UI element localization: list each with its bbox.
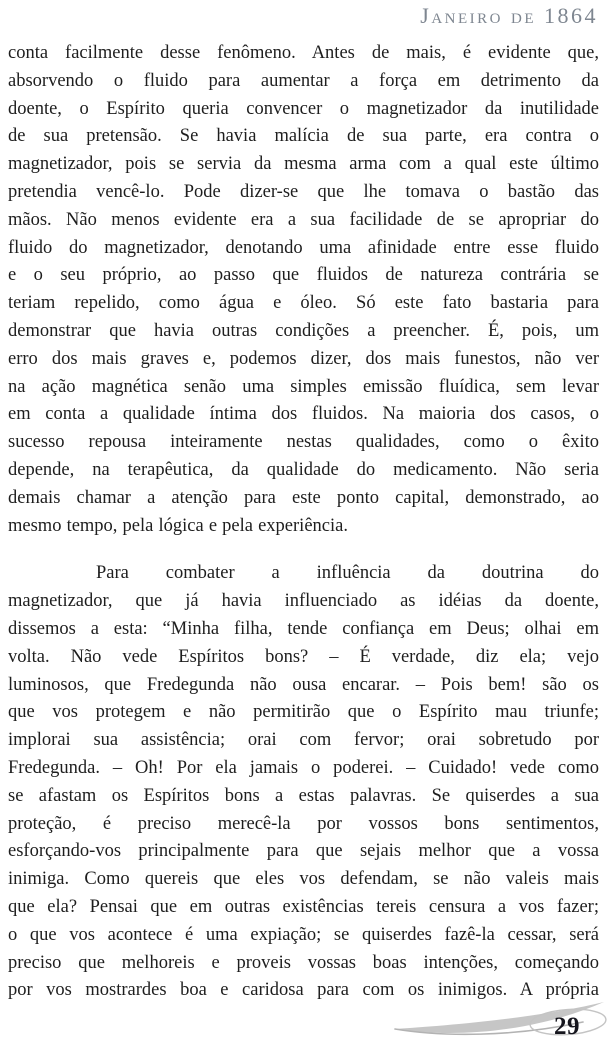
text-line: preciso que melhoreis e proveis vossas boas intenções, começando [8, 952, 599, 973]
text-line: teriam repelido, como água e óleo. Só este fato bastaria para [8, 293, 599, 314]
text-line: se afastam os Espíritos bons a estas palavras. Se quiserdes a sua [8, 785, 599, 806]
text-line: mãos. Não menos evidente era a sua facilidade de se apropriar do [8, 209, 599, 230]
text-line: por vos mostrardes boa e caridosa para com os inimigos. A própria [8, 980, 599, 1001]
text-line: demais chamar a atenção para este ponto capital, demonstrado, ao [8, 487, 599, 508]
text-line: dissemos a esta: “Minha filha, tende confiança em Deus; olhai em [8, 618, 599, 639]
text-line: e o seu próprio, ao passo que fluidos de natureza contrária se [8, 265, 599, 286]
text-line: proteção, é preciso merecê-la por vossos bons sentimentos, [8, 813, 599, 834]
text-line: magnetizador, que já havia influenciado as idéias da doente, [8, 591, 599, 612]
text-line: fluido do magnetizador, denotando uma afinidade entre esse fluido [8, 237, 599, 258]
text-line: o que vos acontece é uma expiação; se quiserdes fazê-la cessar, será [8, 924, 599, 945]
paragraph [8, 40, 599, 540]
text-line: magnetizador, pois se servia da mesma arma com a qual este último [8, 154, 599, 175]
text-line: em conta a qualidade íntima dos fluidos. Na maioria dos casos, o [8, 404, 599, 425]
text-line: doente, o Espírito queria convencer o magnetizador da inutilidade [8, 98, 599, 119]
text-line: conta facilmente desse fenômeno. Antes de mais, é evidente que, [8, 43, 599, 63]
page-footer [377, 997, 607, 1053]
text-line: na ação magnética senão uma simples emissão fluídica, sem levar [8, 376, 599, 397]
paragraph [8, 560, 599, 1005]
text-line: mesmo tempo, pela lógica e pela experiência. [8, 515, 348, 536]
running-header: Janeiro de 1864 [420, 3, 598, 28]
text-line: luminosos, que Fredegunda não ousa encarar. – Pois bem! são os [8, 674, 599, 695]
text-line: que vos protegem e não permitirão que o Espírito mau triunfe; [8, 702, 599, 723]
text-line: demonstrar que havia outras condições a preencher. É, pois, um [8, 320, 599, 341]
text-line: inimiga. Como quereis que eles vos defendam, se não valeis mais [8, 869, 599, 890]
text-line: de sua pretensão. Se havia malícia de sua parte, era contra o [8, 126, 599, 147]
text-line: esforçando-vos principalmente para que sejais melhor que a vossa [8, 841, 599, 862]
text-line: sucesso repousa inteiramente nestas qualidades, como o êxito [8, 432, 599, 453]
text-line: implorai sua assistência; orai com fervor; orai sobretudo por [8, 730, 599, 751]
text-line: absorvendo o fluido para aumentar a força em detrimento da [8, 70, 599, 91]
text-line: volta. Não vede Espíritos bons? – É verdade, diz ela; vejo [8, 646, 599, 667]
text-line: Para combater a influência da doutrina do [96, 563, 599, 584]
text-line: depende, na terapêutica, da qualidade do medicamento. Não seria [8, 459, 599, 480]
text-line: que ela? Pensai que em outras existências tereis censura a vos fazer; [8, 896, 599, 917]
text-line: pretendia vencê-lo. Pode dizer-se que lhe tomava o bastão das [8, 181, 599, 202]
text-line: Fredegunda. – Oh! Por ela jamais o poderei. – Cuidado! vede como [8, 757, 599, 778]
page-number: 29 [554, 1013, 580, 1040]
text-line: erro dos mais graves e, podemos dizer, dos mais funestos, não ver [8, 348, 599, 369]
page-body [8, 40, 599, 1005]
